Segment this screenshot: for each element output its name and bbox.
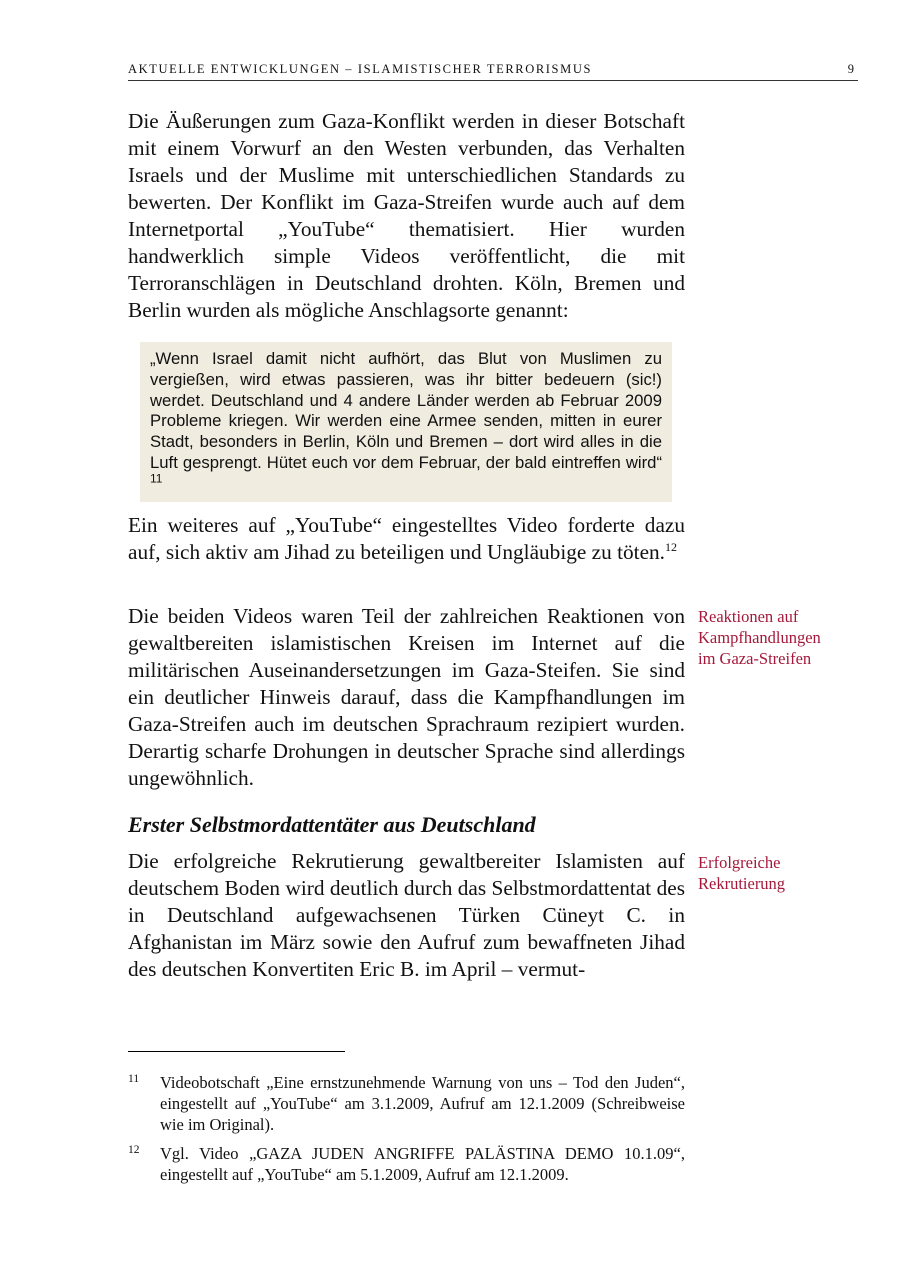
footnote-text: Vgl. Video „GAZA JUDEN ANGRIFFE PALÄSTINA DEMO 10.1.09“, eingestellt auf „YouTube“ am 5.1.2009, Aufruf am 12.1.2009. xyxy=(160,1144,685,1184)
margin-note-line: im Gaza-Streifen xyxy=(698,649,812,668)
running-title: AKTUELLE ENTWICKLUNGEN – ISLAMISTISCHER TERRORISMUS xyxy=(128,62,592,76)
paragraph-gaza-conflict: Die Äußerungen zum Gaza-Konflikt werden in dieser Botschaft mit einem Vorwurf an den Westen verbunden, das Verhalten Israels und der Muslime mit unterschiedlichen Standards zu bewerten. Der Konflikt im Gaza-Streifen wurde auch auf dem Internetportal „YouTube“ thematisiert. Hier wurden handwerklich simple Videos veröffentlicht, die mit Terroranschlägen in Deutschland drohten. Köln, Bremen und Berlin wurden als mögliche Anschlagsorte genannt: xyxy=(128,109,685,322)
paragraph-recruitment: Die erfolgreiche Rekrutierung gewaltbereiter Islamisten auf deutschem Boden wird deutlich durch das Selbstmordattentat des in Deutschland aufgewachsenen Türken Cüneyt C. in Afghanistan im März sowie den Aufruf zum bewaffneten Jihad des deutschen Konvertiten Eric B. im April – vermut- xyxy=(128,849,685,981)
quote-text: „Wenn Israel damit nicht aufhört, das Blut von Muslimen zu vergießen, wird etwas passieren, was ihr bitter bedeuern (sic!) werdet. Deutschland und 4 andere Länder werden ab Februar 2009 Probleme kriegen. Wir werden eine Armee senden, mitten in eurer Stadt, besonders in Berlin, Köln und Bremen – dort wird alles in die Luft gesprengt. Hütet euch vor dem Februar, der bald eintreffen wird“ xyxy=(150,349,662,472)
footnote-11 xyxy=(128,1072,685,1135)
footnote-separator xyxy=(128,1051,345,1052)
footnote-12 xyxy=(128,1143,685,1185)
margin-note-reactions xyxy=(698,606,858,669)
video-quote-box xyxy=(140,342,672,502)
margin-note-line: Rekrutierung xyxy=(698,874,786,893)
running-header xyxy=(128,62,858,81)
footnote-number: 11 xyxy=(128,1073,140,1085)
paragraph-reactions: Die beiden Videos waren Teil der zahlreichen Reaktionen von gewaltbereiten islamistischen Kreisen im Internet auf die militärischen Auseinandersetzungen im Gaza-Steifen. Sie sind ein deutlicher Hinweis darauf, dass die Kampfhandlungen im Gaza-Streifen auch im deutschen Sprachraum rezipiert wurden. Derartig scharfe Drohungen in deutscher Sprache sind allerdings ungewöhnlich. xyxy=(128,604,685,790)
margin-note-line: Erfolgreiche xyxy=(698,853,781,872)
section-heading: Erster Selbstmordattentäter aus Deutschland xyxy=(128,812,536,837)
footnote-ref-11: 11 xyxy=(150,471,163,486)
paragraph-second-video xyxy=(128,512,685,566)
footnote-number: 12 xyxy=(128,1144,140,1156)
paragraph-second-video-text: Ein weiteres auf „YouTube“ eingestelltes Video forderte dazu auf, sich aktiv am Jihad zu beteiligen und Ungläubige zu töten. xyxy=(128,513,685,564)
margin-note-line: Reaktionen auf xyxy=(698,607,799,626)
footnote-text: Videobotschaft „Eine ernstzunehmende Warnung von uns – Tod den Juden“, eingestellt auf „YouTube“ am 3.1.2009, Aufruf am 12.1.2009 (Schreibweise wie im Original). xyxy=(160,1073,685,1134)
page-number: 9 xyxy=(847,62,854,76)
margin-note-recruitment xyxy=(698,852,858,894)
footnote-ref-12: 12 xyxy=(665,539,678,554)
margin-note-line: Kampfhandlungen xyxy=(698,628,821,647)
